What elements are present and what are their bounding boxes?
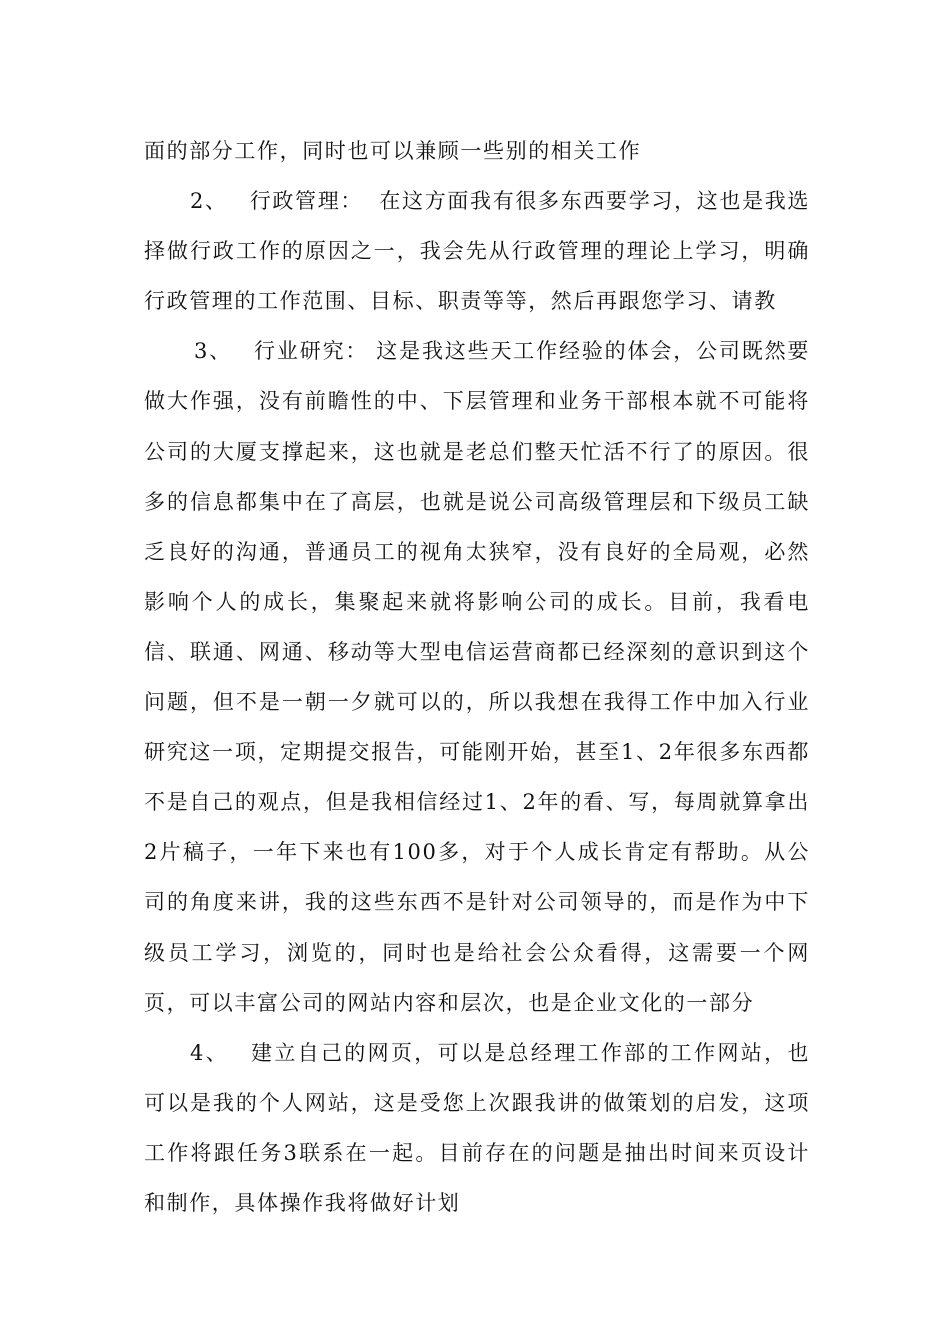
item-number: 3、 — [194, 339, 233, 364]
paragraph-item-3 — [144, 326, 810, 1027]
paragraph-text: 这是我这些天工作经验的体会，公司既然要做大作强，没有前瞻性的中、下层管理和业务干部根本就不可能将公司的大厦支撑起来，这也就是老总们整天忙活不行了的原因。很多的信息都集中在了高层，也就是说公司高级管理层和下级员工缺乏良好的沟通，普通员工的视角太狭窄，没有良好的全局观，必然影响个人的成长，集聚起来就将影响公司的成长。目前，我看电信、联通、网通、移动等大型电信运营商都已经深刻的意识到这个问题，但不是一朝一夕就可以的，所以我想在我得工作中加入行业研究这一项，定期提交报告，可能刚开始，甚至1、2年很多东西都不是自己的观点，但是我相信经过1、2年的看、写，每周就算拿出2片稿子，一年下来也有100多，对于个人成长肯定有帮助。从公司的角度来讲，我的这些东西不是针对公司领导的，而是作为中下级员工学习，浏览的，同时也是给社会公众看得，这需要一个网页，可以丰富公司的网站内容和层次，也是企业文化的一部分 — [144, 339, 811, 1015]
item-number: 4、 — [190, 1040, 230, 1065]
paragraph-text: 建立自己的网页，可以是总经理工作部的工作网站，也可以是我的个人网站，这是受您上次跟我讲的做策划的启发，这项工作将跟任务3联系在一起。目前存在的问题是抽出时间来页设计和制作，具体操作我将做好计划 — [144, 1040, 811, 1215]
paragraph-item-4 — [144, 1028, 810, 1228]
paragraph-item-2 — [144, 176, 810, 326]
paragraph-continuation — [144, 126, 810, 176]
document-body — [144, 126, 810, 1228]
item-heading: 行政管理： — [249, 189, 364, 214]
item-number: 2、 — [190, 189, 228, 214]
paragraph-text: 面的部分工作，同时也可以兼顾一些别的相关工作 — [144, 139, 642, 163]
paragraph-text: 在这方面我有很多东西要学习，这也是我选择做行政工作的原因之一，我会先从行政管理的理论上学习，明确行政管理的工作范围、目标、职责等等，然后再跟您学习、请教 — [144, 189, 810, 314]
item-heading: 行业研究： — [254, 339, 369, 364]
